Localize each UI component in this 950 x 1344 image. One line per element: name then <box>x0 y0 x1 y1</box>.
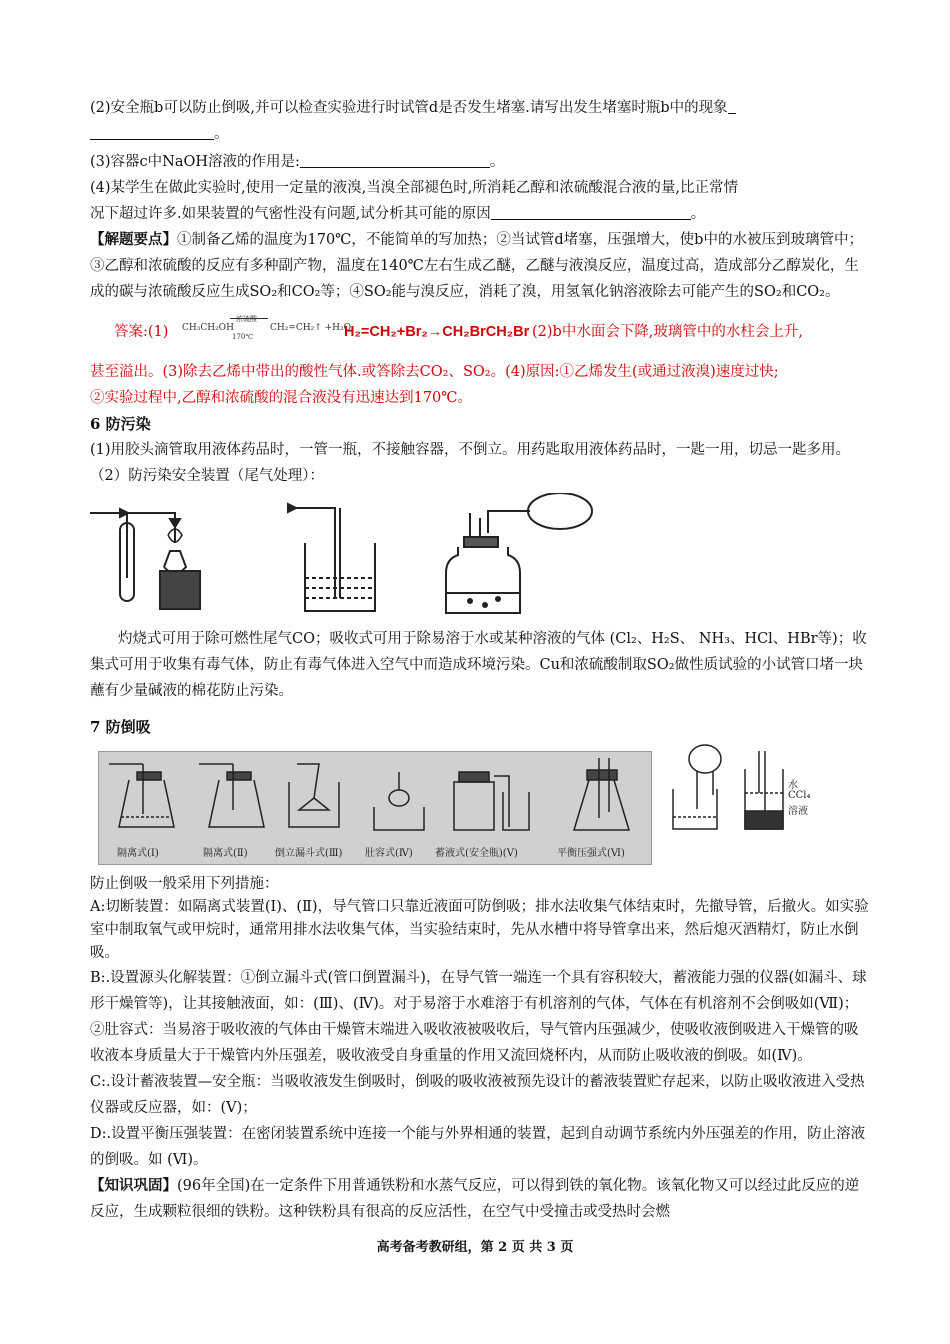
section-7-A: A:切断装置：如隔离式装置(Ⅰ)、(Ⅱ)，导气管口只靠近液面可防倒吸；排水法收集气体结束时，先撤导管，后撤火。如实验室中制取氧气或甲烷时，通常用排水法收集气体，当实验结束时，先从水槽中将导管拿出来，然后熄灭酒精灯，防止水倒吸。 <box>90 899 869 961</box>
fig-label-6: 平衡压强式(Ⅵ) <box>557 848 625 859</box>
page-content <box>90 95 870 1225</box>
eq2: H₂=CH₂+Br₂→CH₂BrCH₂Br <box>344 324 530 340</box>
section-6-p3: 灼烧式可用于除可燃性尾气CO；吸收式可用于除易溶于水或某种溶液的气体 (Cl₂、H₂S、 NH₃、HCl、HBr等)；收集式可用于收集有毒气体，防止有毒气体进入空气中而造成环境污染。Cu和浓硫酸制取SO₂做性质试验的小试管口堵一块蘸有少量碱液的棉花防止污染。 <box>90 631 867 699</box>
section-6-title: 6 防污染 <box>90 415 151 433</box>
fig-label-5: 蓄液式(安全瓶)(Ⅴ) <box>435 848 518 859</box>
anti-suckback-device-panel <box>98 751 652 865</box>
fig-label-3: 倒立漏斗式(Ⅲ) <box>275 848 343 859</box>
eq1-cond-top: 浓硫酸 <box>236 315 257 323</box>
key-points: 【解题要点】①制备乙烯的温度为170℃，不能简单的写加热；②当试管d堵塞，压强增大，使b中的水被压到玻璃管中；③乙醇和浓硫酸的反应有多种副产物，温度在140℃左右生成乙醚，乙醚与液溴反应，温度过高，造成部分乙醇炭化，生成的碳与浓硫酸反应生成SO₂和CO₂等；④SO₂能与溴反应，消耗了溴，用氢氧化钠溶液除去可能产生的SO₂和CO₂。 <box>90 231 863 300</box>
section-6-p1: (1)用胶头滴管取用液体药品时，一管一瓶，不接触容器，不倒立。用药匙取用液体药品时，一匙一用，切忌一匙多用。 <box>90 442 851 458</box>
section-7-intro: 防止倒吸一般采用下列措施： <box>90 876 279 892</box>
question-2: (2)安全瓶b可以防止倒吸,并可以检查实验进行时试管d是否发生堵塞.请写出发生堵塞时瓶b中的现象 。 <box>90 95 870 147</box>
side-label-water: 水 <box>788 780 798 791</box>
eq1-cond-bottom: 170℃ <box>232 333 254 341</box>
tail-gas-apparatus-drawing <box>90 493 610 618</box>
section-7-C: C:.设计蓄液装置—安全瓶：当吸收液发生倒吸时，倒吸的吸收液被预先设计的蓄液装置贮存起来，以防止吸收液进入受热仪器或反应器，如：(Ⅴ)； <box>90 1074 865 1116</box>
fig-label-2: 隔离式(Ⅱ) <box>203 848 248 859</box>
eq1-right: CH₂=CH₂↑ +H₂O <box>270 323 352 333</box>
answer-line-1: 答案:(1) CH₃CH₂OH 浓硫酸 170℃ CH₂=CH₂↑ +H₂O H₂=CH₂+Br₂→CH₂BrCH₂Br (2)b中水面会下降,玻璃管中的水柱会上升, <box>90 315 870 345</box>
answer-block <box>90 315 870 411</box>
fig-label-4: 肚容式(Ⅳ) <box>365 848 413 859</box>
side-label-solution: 溶液 <box>788 806 808 817</box>
eq1-arrow <box>230 318 268 319</box>
section-7-D: D:.设置平衡压强装置：在密闭装置系统中连接一个能与外界相通的装置，起到自动调节系统内外压强差的作用，防止溶液的倒吸。如 (Ⅵ)。 <box>90 1126 866 1168</box>
anti-suckback-figure <box>90 746 870 871</box>
eq1-left: CH₃CH₂OH <box>182 323 234 333</box>
question-3: (3)容器c中NaOH溶液的作用是: 。 <box>90 154 505 170</box>
knowledge-consolidation: 【知识巩固】(96年全国)在一定条件下用普通铁粉和水蒸气反应，可以得到铁的氧化物。该氧化物又可以经过此反应的逆反应，生成颗粒很细的铁粉。这种铁粉具有很高的反应活性，在空气中受撞击或受热时会燃 <box>90 1177 860 1220</box>
pollution-devices-figure <box>90 493 870 618</box>
side-label-ccl4: CCl₄ <box>788 790 811 801</box>
page-footer: 高考备考教研组，第 2 页 共 3 页 <box>376 1240 574 1255</box>
section-7-B: B:.设置源头化解装置：①倒立漏斗式(管口倒置漏斗)，在导气管一端连一个具有容积较大，蓄液能力强的仪器(如漏斗、球形干燥管等)，让其接触液面，如：(Ⅲ)、(Ⅳ)。对于易溶于水难溶于有机溶剂的气体，气体在有机溶剂不会倒吸如(Ⅶ)；②肚容式：当易溶于吸收液的气体由干燥管末端进入吸收液被吸收后，导气管内压强减少，使吸收液倒吸进入干燥管的吸收液本身质量大于干燥管内外压强差，吸收液受自身重量的作用又流回烧杯内，从而防止吸收液的倒吸。如(Ⅳ)。 <box>90 970 867 1064</box>
question-4: (4)某学生在做此实验时,使用一定量的液溴,当溴全部褪色时,所消耗乙醇和浓硫酸混合液的量,比正常情 况下超过许多.如果装置的气密性没有问题,试分析其可能的原因 。 <box>90 180 738 222</box>
answer-line-2: 甚至溢出。(3)除去乙烯中带出的酸性气体.或答除去CO₂、SO₂。(4)原因:①乙烯发生(或通过液溴)速度过快; <box>90 364 779 380</box>
fig-label-1: 隔离式(Ⅰ) <box>117 848 159 859</box>
section-7-title: 7 防倒吸 <box>90 718 151 736</box>
section-6-p2: （2）防污染安全装置（尾气处理）： <box>90 468 324 484</box>
answer-line-3: ②实验过程中,乙醇和浓硫酸的混合液没有迅速达到170℃。 <box>90 390 473 406</box>
